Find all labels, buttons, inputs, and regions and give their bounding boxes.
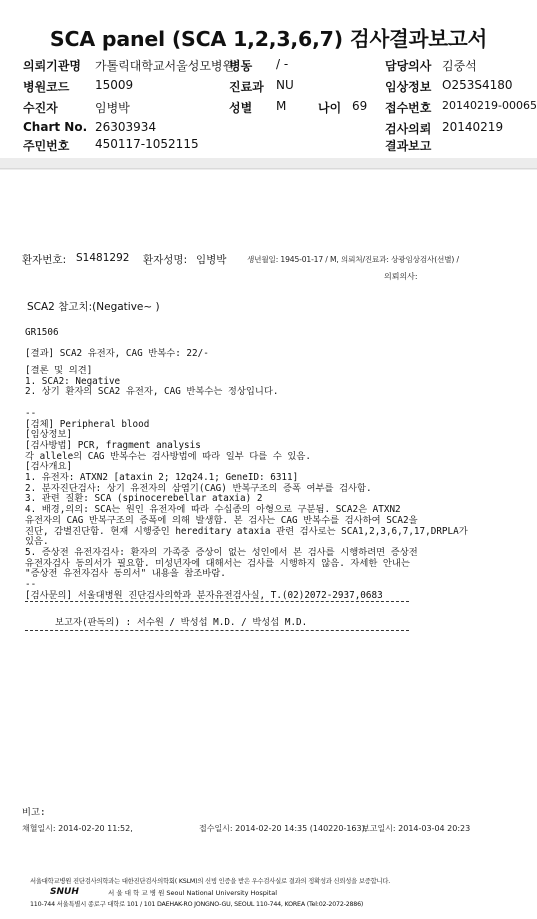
header-value: 20140219-00065 <box>442 99 537 112</box>
report-line: 유전자의 CAG 반복구조의 증폭에 의해 발생함. 본 검사는 CAG 반복수를 검사하여 SCA2을 <box>25 514 418 526</box>
hospital-address: 110-744 서울특별시 종로구 대학로 101 / 101 DAEHAK-RO JONGNO-GU, SEOUL 110-744, KOREA (Tel:02-2072-2886) <box>30 901 364 908</box>
header-label: 담당의사 <box>385 59 432 73</box>
hospital-logo: SNUH <box>50 887 79 897</box>
page-title: SCA panel (SCA 1,2,3,6,7) 검사결과보고서 <box>49 27 488 51</box>
age-label: 나이 <box>318 101 342 115</box>
patient-info: 생년월일: 1945-01-17 / M, 의뢰처/진료과: 상광임상검사(선별) / <box>247 255 459 264</box>
age-value: 69 <box>352 99 368 113</box>
patient-name-label: 환자성명: <box>143 254 188 266</box>
reported-time: 보고일시: 2014-03-04 20:23 <box>362 824 471 833</box>
report-line: 유전자검사 동의서가 필요함. 미성년자에 대해서는 검사를 시행하지 않음. 자세한 안내는 <box>25 557 410 569</box>
header-value: 26303934 <box>95 120 157 134</box>
header-label: 의뢰기관명 <box>23 59 81 73</box>
report-line: 각 allele의 CAG 반복수는 검사방법에 따라 일부 다를 수 있음. <box>25 450 311 462</box>
report-body <box>25 366 468 601</box>
patient-no-label: 환자번호: <box>22 254 67 266</box>
report-line: [검사개요] <box>25 461 73 473</box>
dashed-rule <box>25 630 409 631</box>
ward-label: 병동 <box>229 59 253 73</box>
header-value: 가톨릭대학교서울성모병원 <box>95 59 235 73</box>
report-line: -- <box>25 579 37 591</box>
note-label: 비고: <box>22 807 46 818</box>
report-line: "증상전 유전자검사 동의서" 내용을 참조바람. <box>25 568 226 580</box>
dept-label: 진료과 <box>229 80 264 94</box>
header-value: 김중석 <box>442 59 477 73</box>
report-line: [검체] Peripheral blood <box>25 418 150 430</box>
collected-time: 채혈일시: 2014-02-20 11:52, <box>22 824 133 833</box>
report-line: 2. 상기 환자의 SCA2 유전자, CAG 반복수는 정상입니다. <box>25 386 279 398</box>
report-line: 1. SCA2: Negative <box>25 375 121 387</box>
header-label: 결과보고 <box>385 139 432 153</box>
header-label: 검사의뢰 <box>385 122 432 136</box>
header-label: 병원코드 <box>23 80 70 94</box>
report-line: 3. 관련 질환: SCA (spinocerebellar ataxia) 2 <box>25 493 263 505</box>
dept-value: NU <box>276 78 294 92</box>
received-time: 접수일시: 2014-02-20 14:35 (140220-163), <box>199 824 368 833</box>
report-line: [임상정보] <box>25 429 73 441</box>
report-line: 5. 증상전 유전자검사: 환자의 가족중 증상이 없는 성인에서 본 검사를 시행하려면 증상전 <box>25 546 418 558</box>
header-label: 주민번호 <box>23 139 70 153</box>
header-label: Chart No. <box>23 120 88 134</box>
referring-doctor: 의뢰의사: <box>384 272 418 281</box>
reporter-line: 보고자(판독의) : 서수원 / 박성섭 M.D. / 박성섭 M.D. <box>55 617 308 628</box>
report-line: 1. 유전자: ATXN2 [ataxin 2; 12q24.1; GeneID: 6311] <box>25 472 299 484</box>
certification-text: 서울대학교병원 진단검사의학과는 대한진단검사의학회( KSLM)의 신빙 인증을 받은 우수검사실로 결과의 정확성과 신뢰성을 보증합니다. <box>30 878 391 885</box>
report-line: 2. 분자진단검사: 상기 유전자의 삼염기(CAG) 반복구조의 증폭 여부를 검사함. <box>25 482 372 494</box>
patient-name-value: 임병박 <box>196 254 227 266</box>
report-line: [검사문의] 서울대병원 진단검사의학과 분자유전검사실, T.(02)2072-2937,0683 <box>25 589 383 601</box>
report-line: -- <box>25 407 37 419</box>
test-code: GR1506 <box>25 327 59 338</box>
ward-value: / - <box>276 57 289 71</box>
report-line: [검사방법] PCR, fragment analysis <box>25 439 201 451</box>
header-label: 접수번호 <box>385 101 432 115</box>
header-value: 임병박 <box>95 101 130 115</box>
reference-range: SCA2 참고치:(Negative~ ) <box>27 301 160 313</box>
section-divider-line <box>0 168 537 169</box>
header-value: 20140219 <box>442 120 504 134</box>
header-value: O253S4180 <box>442 78 513 92</box>
header-value: 450117-1052115 <box>95 137 199 151</box>
header-label: 수진자 <box>23 101 58 115</box>
hospital-name: 서 울 대 학 교 병 원 Seoul National University Hospital <box>108 889 278 897</box>
report-line: 진단, 감별진단함. 현재 시행중인 hereditary ataxia 관련 검사로는 SCA1,2,3,6,7,17,DRPLA가 <box>25 525 468 537</box>
report-line: [결론 및 의견] <box>25 365 93 376</box>
report-line: 있음. <box>25 536 49 548</box>
report-line <box>25 398 468 409</box>
header-value: 15009 <box>95 78 134 92</box>
sex-value: M <box>276 99 287 113</box>
dashed-rule <box>25 601 409 602</box>
header-label: 임상정보 <box>385 80 432 94</box>
patient-no-value: S1481292 <box>76 252 130 264</box>
report-line: 4. 배경,의의: SCA는 원인 유전자에 따라 수십종의 아형으로 구분됨. SCA2은 ATXN2 <box>25 504 401 516</box>
sex-label: 성별 <box>229 101 253 115</box>
result-line: [결과] SCA2 유전자, CAG 반복수: 22/- <box>25 348 209 359</box>
